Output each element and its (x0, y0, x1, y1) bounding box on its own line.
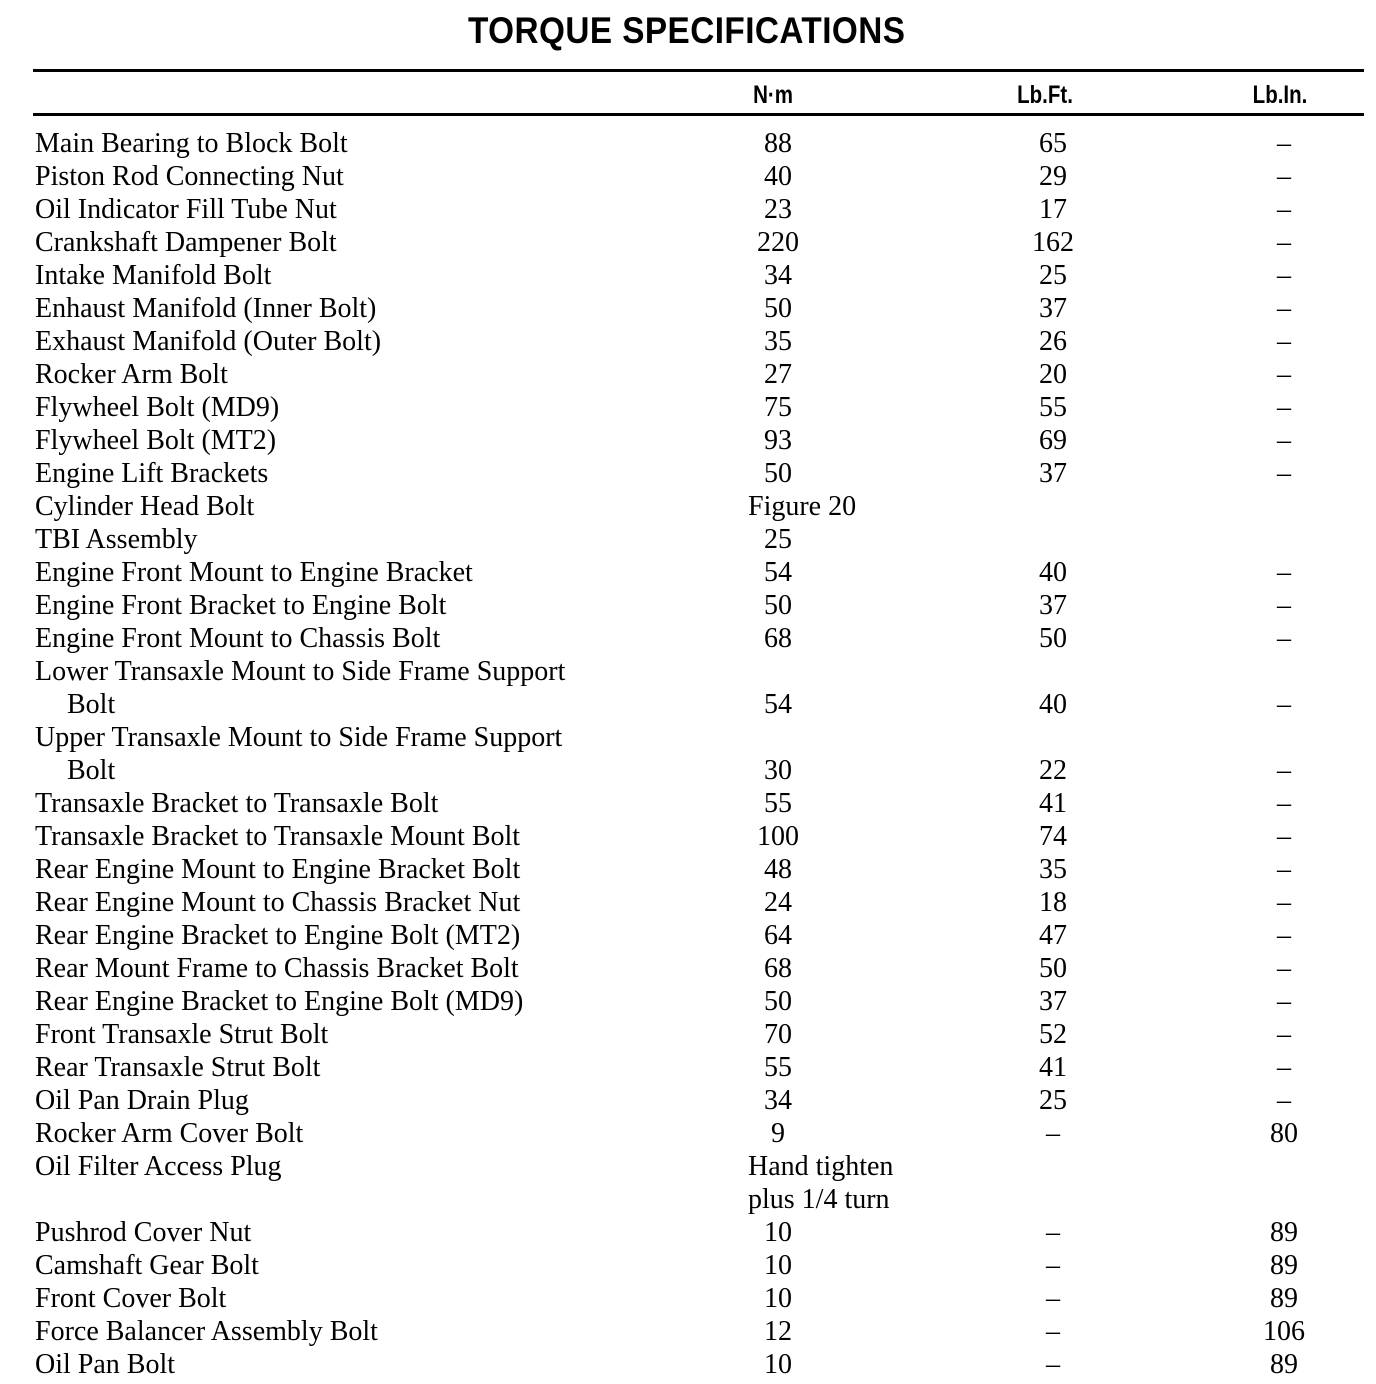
value-lbft: 52 (1039, 1019, 1067, 1050)
table-row (0, 1117, 1376, 1150)
row-label (35, 787, 438, 820)
table-row (0, 1051, 1376, 1084)
row-label (35, 391, 279, 424)
value-lbft: 55 (1039, 392, 1067, 423)
row-label (35, 292, 376, 325)
row-label-text: Rear Engine Bracket to Engine Bolt (MD9) (35, 986, 524, 1017)
row-label (35, 985, 523, 1018)
table-row (0, 985, 1376, 1018)
row-label (35, 457, 268, 490)
row-label (35, 721, 562, 787)
value-lbft: – (1046, 1217, 1060, 1248)
table-row (0, 490, 1376, 523)
value-nm: 50 (764, 458, 792, 489)
value-lbft: – (1046, 1118, 1060, 1149)
row-note-line: Hand tighten (748, 1151, 894, 1182)
value-lbft: 37 (1039, 458, 1067, 489)
row-label-text: Front Transaxle Strut Bolt (35, 1019, 329, 1050)
table-row (0, 1282, 1376, 1315)
value-lbft: 47 (1039, 920, 1067, 951)
row-label-text: Rear Engine Mount to Engine Bracket Bolt (35, 854, 521, 885)
value-lbft: 41 (1039, 1052, 1067, 1083)
table-row (0, 721, 1376, 787)
value-nm: 64 (764, 920, 792, 951)
row-label-text: Oil Filter Access Plug (35, 1151, 282, 1182)
value-nm: 23 (764, 194, 792, 225)
row-note (748, 490, 856, 523)
value-nm: 75 (764, 392, 792, 423)
row-label-text: Exhaust Manifold (Outer Bolt) (35, 326, 382, 357)
value-lbft: 35 (1039, 854, 1067, 885)
value-lbft: 50 (1039, 953, 1067, 984)
table-row (0, 820, 1376, 853)
value-lbin: – (1277, 293, 1291, 324)
value-lbft: 26 (1039, 326, 1067, 357)
value-lbft: 17 (1039, 194, 1067, 225)
value-lbin: – (1277, 986, 1291, 1017)
value-lbft: 74 (1039, 821, 1067, 852)
table-row (0, 160, 1376, 193)
value-nm: 12 (764, 1316, 792, 1347)
value-lbin: 80 (1270, 1118, 1298, 1149)
value-lbin: – (1277, 953, 1291, 984)
table-row (0, 358, 1376, 391)
value-lbin: – (1277, 161, 1291, 192)
row-label-text: Crankshaft Dampener Bolt (35, 227, 337, 258)
value-nm: 25 (764, 524, 792, 555)
value-lbin: 89 (1270, 1283, 1298, 1314)
row-label-text: Intake Manifold Bolt (35, 260, 272, 291)
value-nm: 27 (764, 359, 792, 390)
value-nm: 10 (764, 1217, 792, 1248)
table-row (0, 457, 1376, 490)
value-nm: 40 (764, 161, 792, 192)
value-lbin: – (1277, 458, 1291, 489)
table-row (0, 1150, 1376, 1216)
row-label (35, 127, 348, 160)
row-label (35, 655, 565, 721)
value-lbft: 20 (1039, 359, 1067, 390)
table-row (0, 1348, 1376, 1381)
value-nm: 68 (764, 953, 792, 984)
row-label (35, 259, 271, 292)
value-lbin: – (1277, 128, 1291, 159)
row-label-text: Oil Pan Bolt (35, 1349, 176, 1380)
row-label-text: Oil Pan Drain Plug (35, 1085, 249, 1116)
value-lbin: – (1277, 821, 1291, 852)
table-row (0, 919, 1376, 952)
value-lbft: – (1046, 1250, 1060, 1281)
row-label-text: Front Cover Bolt (35, 1283, 227, 1314)
value-nm: 50 (764, 986, 792, 1017)
row-label (35, 160, 344, 193)
table-row (0, 589, 1376, 622)
torque-table (0, 127, 1376, 1381)
value-nm: 54 (764, 557, 792, 588)
row-label (35, 226, 337, 259)
value-nm: 10 (764, 1283, 792, 1314)
table-row (0, 226, 1376, 259)
table-row (0, 127, 1376, 160)
value-lbft: 25 (1039, 260, 1067, 291)
value-lbin: 106 (1263, 1316, 1305, 1347)
row-label (35, 1084, 249, 1117)
row-label (35, 919, 520, 952)
row-label (35, 424, 276, 457)
table-row (0, 193, 1376, 226)
value-lbin: – (1277, 1052, 1291, 1083)
row-label (35, 556, 473, 589)
value-nm: 9 (771, 1118, 785, 1149)
value-lbft: 69 (1039, 425, 1067, 456)
row-note (748, 1150, 893, 1216)
row-label-text: Rear Engine Bracket to Engine Bolt (MT2) (35, 920, 521, 951)
top-rule (33, 69, 1364, 72)
row-label-text: Piston Rod Connecting Nut (35, 161, 344, 192)
value-nm: 54 (764, 689, 792, 720)
value-nm: 93 (764, 425, 792, 456)
value-nm: 88 (764, 128, 792, 159)
value-lbin: 89 (1270, 1217, 1298, 1248)
row-label (35, 1150, 282, 1183)
row-label (35, 886, 520, 919)
table-row (0, 853, 1376, 886)
row-label-text: Engine Front Mount to Engine Bracket (35, 557, 473, 588)
row-label (35, 490, 254, 523)
value-lbft: 25 (1039, 1085, 1067, 1116)
value-lbft: – (1046, 1316, 1060, 1347)
row-label-text: Oil Indicator Fill Tube Nut (35, 194, 337, 225)
value-lbin: – (1277, 689, 1291, 720)
value-nm: 55 (764, 1052, 792, 1083)
value-nm: 10 (764, 1349, 792, 1380)
table-row (0, 391, 1376, 424)
row-label-text: Pushrod Cover Nut (35, 1217, 252, 1248)
row-label-text: Upper Transaxle Mount to Side Frame Support (35, 722, 563, 753)
row-label-text: Transaxle Bracket to Transaxle Bolt (35, 788, 439, 819)
value-lbin: – (1277, 425, 1291, 456)
value-nm: 35 (764, 326, 792, 357)
value-lbin: – (1277, 1085, 1291, 1116)
value-lbft: 37 (1039, 293, 1067, 324)
value-lbin: – (1277, 887, 1291, 918)
value-lbin: 89 (1270, 1349, 1298, 1380)
value-lbin: – (1277, 194, 1291, 225)
value-nm: 55 (764, 788, 792, 819)
value-nm: 34 (764, 1085, 792, 1116)
row-label (35, 358, 228, 391)
value-nm: 68 (764, 623, 792, 654)
row-label (35, 589, 446, 622)
table-row (0, 292, 1376, 325)
row-label-text: Enhaust Manifold (Inner Bolt) (35, 293, 377, 324)
row-label (35, 952, 519, 985)
value-nm: 48 (764, 854, 792, 885)
value-lbin: – (1277, 920, 1291, 951)
value-lbft: – (1046, 1283, 1060, 1314)
column-header-lbin: Lb.In. (1252, 81, 1308, 109)
table-row (0, 1018, 1376, 1051)
value-lbft: 50 (1039, 623, 1067, 654)
value-lbin: – (1277, 854, 1291, 885)
value-nm: 10 (764, 1250, 792, 1281)
row-label-text: Engine Front Mount to Chassis Bolt (35, 623, 441, 654)
row-label-text: Transaxle Bracket to Transaxle Mount Bolt (35, 821, 521, 852)
table-row (0, 1216, 1376, 1249)
value-lbin: – (1277, 623, 1291, 654)
value-lbin: 89 (1270, 1250, 1298, 1281)
row-label (35, 853, 520, 886)
row-label (35, 1282, 226, 1315)
row-label (35, 1018, 328, 1051)
row-label-text: Rocker Arm Cover Bolt (35, 1118, 304, 1149)
row-label (35, 325, 381, 358)
table-row (0, 1084, 1376, 1117)
value-lbin: – (1277, 326, 1291, 357)
row-label (35, 622, 440, 655)
row-note-line: plus 1/4 turn (748, 1184, 890, 1215)
table-row (0, 325, 1376, 358)
value-nm: 220 (757, 227, 799, 258)
table-row (0, 523, 1376, 556)
value-lbin: – (1277, 755, 1291, 786)
value-lbft: 37 (1039, 590, 1067, 621)
row-label-text: Rear Mount Frame to Chassis Bracket Bolt (35, 953, 519, 984)
column-header-lbft: Lb.Ft. (1017, 81, 1073, 109)
value-nm: 50 (764, 590, 792, 621)
row-label-text: Engine Front Bracket to Engine Bolt (35, 590, 447, 621)
table-row (0, 1249, 1376, 1282)
value-lbft: 162 (1032, 227, 1074, 258)
table-row (0, 655, 1376, 721)
table-row (0, 787, 1376, 820)
value-lbft: 65 (1039, 128, 1067, 159)
row-label (35, 523, 198, 556)
row-label-text: Cylinder Head Bolt (35, 491, 255, 522)
value-lbft: 29 (1039, 161, 1067, 192)
row-label (35, 1051, 320, 1084)
value-lbft: 40 (1039, 689, 1067, 720)
value-lbin: – (1277, 227, 1291, 258)
value-nm: 70 (764, 1019, 792, 1050)
table-row (0, 1315, 1376, 1348)
value-lbin: – (1277, 590, 1291, 621)
value-nm: 50 (764, 293, 792, 324)
row-label-continuation: Bolt (67, 755, 116, 786)
row-note-line: Figure 20 (748, 491, 857, 522)
row-label (35, 1348, 175, 1381)
row-label (35, 1315, 378, 1348)
value-lbft: 40 (1039, 557, 1067, 588)
row-label-text: Flywheel Bolt (MT2) (35, 425, 277, 456)
page-title: TORQUE SPECIFICATIONS (467, 10, 906, 51)
row-label (35, 820, 520, 853)
value-lbft: – (1046, 1349, 1060, 1380)
row-label-text: Camshaft Gear Bolt (35, 1250, 259, 1281)
row-label-text: Main Bearing to Block Bolt (35, 128, 348, 159)
value-lbft: 18 (1039, 887, 1067, 918)
value-nm: 24 (764, 887, 792, 918)
table-row (0, 886, 1376, 919)
value-lbin: – (1277, 557, 1291, 588)
row-label-text: Lower Transaxle Mount to Side Frame Support (35, 656, 566, 687)
row-label-continuation: Bolt (67, 689, 116, 720)
value-lbin: – (1277, 788, 1291, 819)
row-label-text: Flywheel Bolt (MD9) (35, 392, 280, 423)
table-row (0, 259, 1376, 292)
value-lbft: 41 (1039, 788, 1067, 819)
row-label (35, 1117, 303, 1150)
row-label (35, 1249, 259, 1282)
row-label-text: Rear Engine Mount to Chassis Bracket Nut (35, 887, 521, 918)
row-label (35, 1216, 251, 1249)
value-lbft: 22 (1039, 755, 1067, 786)
value-nm: 100 (757, 821, 799, 852)
table-row (0, 952, 1376, 985)
value-lbin: – (1277, 392, 1291, 423)
header-rule (33, 113, 1364, 116)
value-lbin: – (1277, 260, 1291, 291)
row-label (35, 193, 337, 226)
row-label-text: Force Balancer Assembly Bolt (35, 1316, 378, 1347)
value-lbin: – (1277, 359, 1291, 390)
row-label-text: Rear Transaxle Strut Bolt (35, 1052, 321, 1083)
table-row (0, 424, 1376, 457)
row-label-text: TBI Assembly (35, 524, 198, 555)
table-row (0, 556, 1376, 589)
table-row (0, 622, 1376, 655)
value-nm: 30 (764, 755, 792, 786)
value-lbft: 37 (1039, 986, 1067, 1017)
row-label-text: Rocker Arm Bolt (35, 359, 228, 390)
value-lbin: – (1277, 1019, 1291, 1050)
row-label-text: Engine Lift Brackets (35, 458, 269, 489)
value-nm: 34 (764, 260, 792, 291)
column-header-nm: N·m (753, 81, 793, 109)
